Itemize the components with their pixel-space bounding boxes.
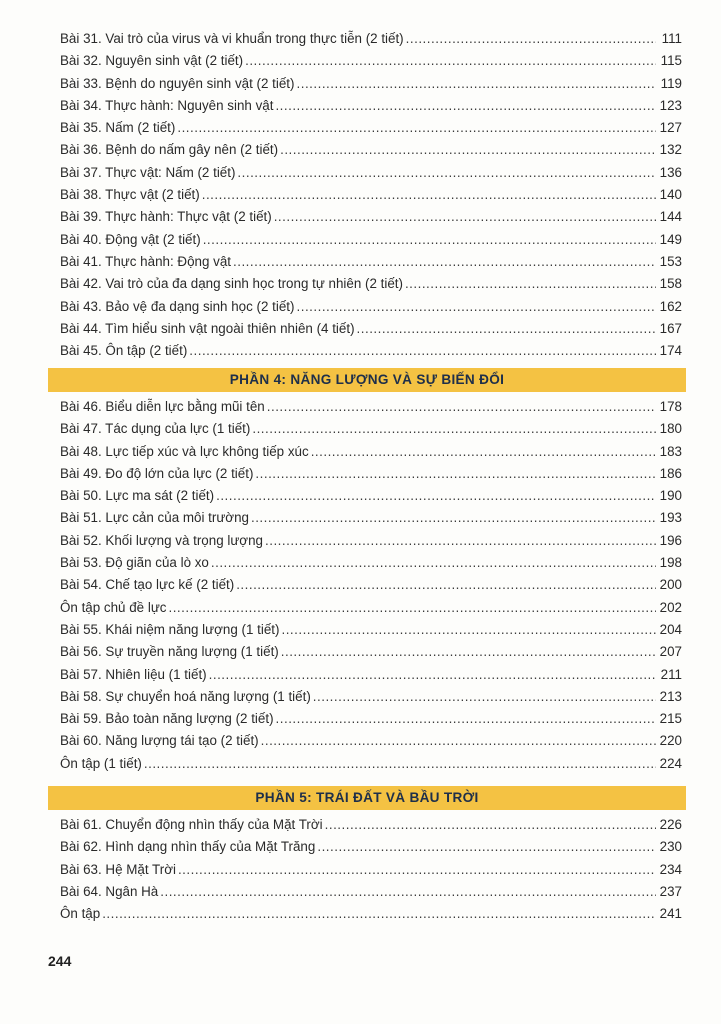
toc-entry-title: Bài 62. Hình dạng nhìn thấy của Mặt Trăng bbox=[60, 839, 316, 855]
toc-entry-page: 144 bbox=[659, 209, 682, 225]
toc-entry bbox=[60, 251, 682, 273]
toc-entry bbox=[60, 95, 682, 117]
toc-entry-title: Bài 61. Chuyển động nhìn thấy của Mặt Trời bbox=[60, 817, 323, 832]
toc-entry-page: 237 bbox=[659, 883, 682, 899]
toc-entry-page: 174 bbox=[659, 343, 682, 359]
toc-entry-title: Bài 47. Tác dụng của lực (1 tiết) bbox=[60, 421, 251, 437]
dot-leader bbox=[160, 881, 656, 903]
toc-entry-page: 207 bbox=[659, 644, 682, 660]
toc-entry bbox=[60, 463, 682, 485]
toc-entry-title: Ôn tập (1 tiết) bbox=[60, 755, 142, 771]
toc-entry bbox=[60, 730, 682, 752]
dot-leader bbox=[102, 903, 656, 925]
dot-leader bbox=[357, 318, 656, 340]
toc-entry bbox=[60, 597, 682, 619]
toc-entry bbox=[60, 441, 682, 463]
toc-entry-page: 234 bbox=[659, 861, 682, 877]
toc-entry bbox=[60, 73, 682, 95]
toc-entry-title: Bài 53. Độ giãn của lò xo bbox=[60, 555, 209, 571]
toc-entry bbox=[60, 418, 682, 440]
toc-entry bbox=[60, 708, 682, 730]
toc-entry-page: 115 bbox=[660, 53, 682, 69]
toc-entry-page: 180 bbox=[659, 421, 682, 437]
toc-list-part-5 bbox=[60, 814, 682, 925]
dot-leader bbox=[211, 552, 656, 574]
dot-leader bbox=[189, 340, 656, 362]
toc-entry-page: 127 bbox=[659, 120, 682, 136]
toc-entry bbox=[60, 318, 682, 340]
toc-entry bbox=[60, 664, 682, 686]
toc-entry-page: 186 bbox=[659, 465, 682, 481]
toc-entry bbox=[60, 881, 682, 903]
toc-entry bbox=[60, 296, 682, 318]
toc-entry bbox=[60, 903, 682, 925]
toc-entry-page: 215 bbox=[659, 711, 682, 727]
toc-entry-title: Bài 38. Thực vật (2 tiết) bbox=[60, 187, 200, 203]
dot-leader bbox=[406, 28, 656, 50]
page-number: 244 bbox=[48, 953, 72, 969]
dot-leader bbox=[280, 139, 656, 161]
toc-entry bbox=[60, 485, 682, 507]
toc-entry-page: 119 bbox=[660, 75, 682, 91]
toc-entry-title: Bài 63. Hệ Mặt Trời bbox=[60, 861, 176, 877]
toc-entry-page: 167 bbox=[659, 320, 682, 336]
dot-leader bbox=[261, 730, 656, 752]
toc-entry-title: Bài 39. Thực hành: Thực vật (2 tiết) bbox=[60, 209, 272, 225]
toc-entry-page: 190 bbox=[659, 488, 682, 504]
toc-entry-page: 220 bbox=[659, 733, 682, 749]
dot-leader bbox=[255, 463, 656, 485]
toc-entry-title: Bài 51. Lực cản của môi trường bbox=[60, 510, 249, 526]
toc-entry bbox=[60, 836, 682, 858]
dot-leader bbox=[216, 485, 656, 507]
toc-entry-title: Bài 41. Thực hành: Động vật bbox=[60, 253, 231, 269]
toc-entry bbox=[60, 619, 682, 641]
toc-entry-page: 241 bbox=[659, 906, 682, 922]
toc-entry-title: Bài 36. Bệnh do nấm gây nên (2 tiết) bbox=[60, 142, 279, 158]
dot-leader bbox=[317, 836, 656, 858]
toc-entry-title: Bài 64. Ngân Hà bbox=[60, 883, 159, 899]
toc-entry bbox=[60, 574, 682, 596]
toc-entry-title: Ôn tập bbox=[60, 906, 101, 922]
toc-entry bbox=[60, 530, 682, 552]
part-5-heading: PHẦN 5: TRÁI ĐẤT VÀ BẦU TRỜI bbox=[48, 786, 686, 810]
toc-entry bbox=[60, 753, 682, 775]
toc-entry bbox=[60, 814, 682, 836]
toc-entry-title: Bài 43. Bảo vệ đa dạng sinh học (2 tiết) bbox=[60, 298, 295, 314]
toc-entry-title: Bài 52. Khối lượng và trọng lượng bbox=[60, 532, 263, 548]
toc-entry-title: Bài 57. Nhiên liệu (1 tiết) bbox=[60, 666, 207, 682]
dot-leader bbox=[405, 273, 656, 295]
toc-entry-title: Bài 46. Biểu diễn lực bằng mũi tên bbox=[60, 399, 265, 414]
part-4-heading: PHẦN 4: NĂNG LƯỢNG VÀ SỰ BIẾN ĐỔI bbox=[48, 368, 686, 392]
dot-leader bbox=[251, 507, 656, 529]
toc-entry-page: 140 bbox=[659, 187, 682, 203]
toc-entry-title: Bài 40. Động vật (2 tiết) bbox=[60, 231, 201, 247]
toc-entry bbox=[60, 162, 682, 184]
toc-entry-page: 153 bbox=[659, 253, 682, 269]
dot-leader bbox=[267, 396, 656, 418]
toc-entry-page: 123 bbox=[659, 97, 682, 113]
toc-entry-title: Bài 31. Vai trò của virus và vi khuẩn trong thực tiễn (2 tiết) bbox=[60, 31, 404, 46]
toc-entry-page: 111 bbox=[661, 31, 682, 46]
dot-leader bbox=[236, 574, 656, 596]
dot-leader bbox=[144, 753, 656, 775]
toc-entry bbox=[60, 184, 682, 206]
toc-entry-title: Bài 32. Nguyên sinh vật (2 tiết) bbox=[60, 53, 244, 69]
toc-entry bbox=[60, 396, 682, 418]
dot-leader bbox=[311, 441, 656, 463]
toc-entry-page: 230 bbox=[659, 839, 682, 855]
toc-entry-page: 213 bbox=[659, 688, 682, 704]
toc-entry-title: Bài 50. Lực ma sát (2 tiết) bbox=[60, 488, 215, 504]
dot-leader bbox=[237, 162, 656, 184]
toc-entry bbox=[60, 859, 682, 881]
toc-entry-title: Bài 60. Năng lượng tái tạo (2 tiết) bbox=[60, 733, 259, 749]
toc-entry-title: Ôn tập chủ đề lực bbox=[60, 599, 167, 615]
toc-entry-page: 132 bbox=[659, 142, 682, 158]
toc-list-section-a bbox=[60, 28, 682, 362]
toc-entry bbox=[60, 686, 682, 708]
toc-entry-page: 200 bbox=[659, 577, 682, 593]
dot-leader bbox=[252, 418, 656, 440]
dot-leader bbox=[168, 597, 656, 619]
toc-entry-title: Bài 49. Đo độ lớn của lực (2 tiết) bbox=[60, 465, 254, 481]
toc-entry-page: 211 bbox=[660, 666, 682, 682]
dot-leader bbox=[297, 296, 657, 318]
toc-entry-title: Bài 48. Lực tiếp xúc và lực không tiếp xúc bbox=[60, 443, 309, 459]
dot-leader bbox=[202, 184, 656, 206]
toc-entry-title: Bài 55. Khái niệm năng lượng (1 tiết) bbox=[60, 621, 280, 637]
dot-leader bbox=[313, 686, 656, 708]
toc-entry bbox=[60, 28, 682, 50]
toc-entry-title: Bài 37. Thực vật: Nấm (2 tiết) bbox=[60, 164, 236, 180]
dot-leader bbox=[203, 229, 656, 251]
dot-leader bbox=[281, 641, 656, 663]
dot-leader bbox=[297, 73, 657, 95]
toc-entry bbox=[60, 273, 682, 295]
dot-leader bbox=[209, 664, 656, 686]
toc-entry bbox=[60, 117, 682, 139]
toc-entry-page: 196 bbox=[659, 532, 682, 548]
dot-leader bbox=[178, 859, 656, 881]
dot-leader bbox=[275, 95, 656, 117]
dot-leader bbox=[233, 251, 656, 273]
toc-entry-title: Bài 33. Bệnh do nguyên sinh vật (2 tiết) bbox=[60, 75, 295, 91]
toc-entry bbox=[60, 206, 682, 228]
toc-entry-page: 162 bbox=[659, 298, 682, 314]
dot-leader bbox=[177, 117, 656, 139]
dot-leader bbox=[245, 50, 656, 72]
toc-entry-page: 193 bbox=[659, 510, 682, 526]
dot-leader bbox=[274, 206, 656, 228]
toc-entry-title: Bài 56. Sự truyền năng lượng (1 tiết) bbox=[60, 644, 279, 660]
toc-entry-page: 204 bbox=[659, 621, 682, 637]
toc-entry-page: 183 bbox=[659, 443, 682, 459]
toc-list-part-4 bbox=[60, 396, 682, 775]
toc-entry-title: Bài 44. Tìm hiểu sinh vật ngoài thiên nhiên (4 tiết) bbox=[60, 320, 355, 336]
toc-entry bbox=[60, 552, 682, 574]
toc-entry-title: Bài 54. Chế tạo lực kế (2 tiết) bbox=[60, 577, 235, 593]
toc-entry bbox=[60, 507, 682, 529]
toc-entry-page: 202 bbox=[659, 599, 682, 615]
toc-entry-page: 149 bbox=[659, 231, 682, 247]
toc-entry bbox=[60, 229, 682, 251]
toc-entry-page: 136 bbox=[659, 164, 682, 180]
toc-entry-page: 198 bbox=[659, 555, 682, 571]
toc-entry bbox=[60, 641, 682, 663]
toc-entry-title: Bài 45. Ôn tập (2 tiết) bbox=[60, 343, 188, 359]
toc-entry-page: 178 bbox=[659, 399, 682, 414]
toc-entry-title: Bài 59. Bảo toàn năng lượng (2 tiết) bbox=[60, 711, 274, 727]
toc-entry bbox=[60, 139, 682, 161]
toc-entry-title: Bài 34. Thực hành: Nguyên sinh vật bbox=[60, 97, 274, 113]
dot-leader bbox=[281, 619, 656, 641]
toc-entry-page: 226 bbox=[659, 817, 682, 832]
toc-entry bbox=[60, 50, 682, 72]
toc-entry-title: Bài 35. Nấm (2 tiết) bbox=[60, 120, 176, 136]
dot-leader bbox=[265, 530, 656, 552]
toc-entry-title: Bài 42. Vai trò của đa dạng sinh học trong tự nhiên (2 tiết) bbox=[60, 276, 403, 292]
toc-entry-title: Bài 58. Sự chuyển hoá năng lượng (1 tiết) bbox=[60, 688, 311, 704]
toc-entry-page: 158 bbox=[659, 276, 682, 292]
toc-entry-page: 224 bbox=[659, 755, 682, 771]
dot-leader bbox=[276, 708, 656, 730]
toc-entry bbox=[60, 340, 682, 362]
dot-leader bbox=[325, 814, 656, 836]
